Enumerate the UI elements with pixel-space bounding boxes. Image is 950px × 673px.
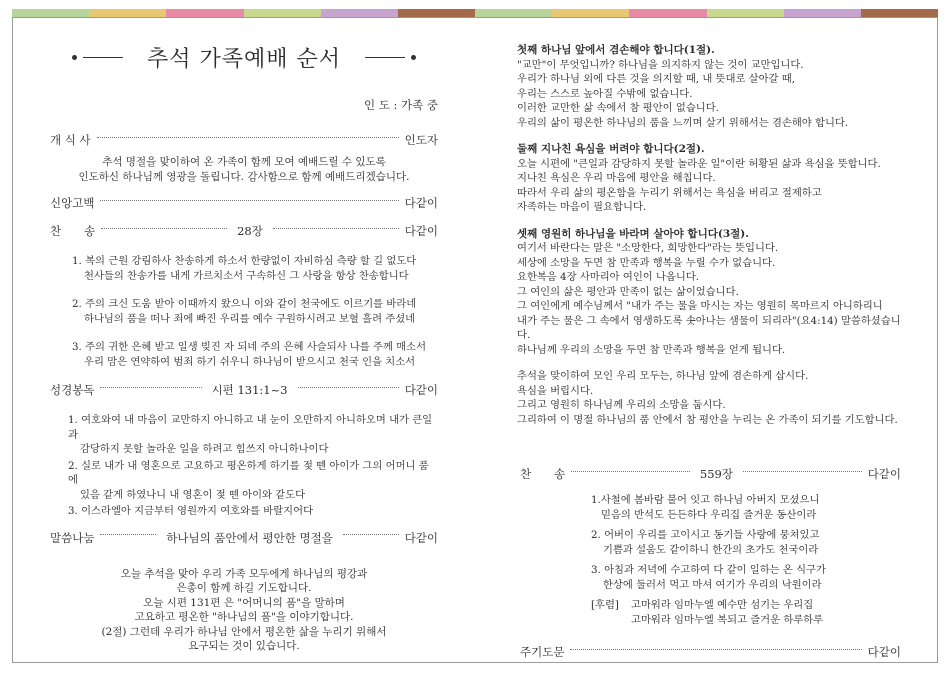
sermon-conclusion: [517, 369, 901, 427]
stripe-segment: [166, 9, 243, 17]
conclusion-line: 추석을 맞이하여 모인 우리 모두는, 하나님 앞에 겸손하게 삽시다.: [517, 370, 809, 382]
stripe-segment: [629, 9, 706, 17]
verse-line: 1. 복의 근원 강림하사 찬송하게 하소서 한량없이 자비하심 측량 할 길 없도다: [72, 255, 417, 267]
opening-row: [50, 131, 438, 149]
reading-passage: 시편 131:1~3: [211, 383, 288, 397]
leader-dots: [570, 649, 861, 650]
point-line: 여기서 바란다는 말은 "소망한다, 희망한다"라는 뜻입니다.: [517, 242, 779, 254]
hymn1-label: 찬 송: [50, 224, 96, 238]
sermon-text: [50, 567, 438, 654]
point-line: 그 여인에게 예수님께서 "내가 주는 물을 마시는 자는 영원히 목마르지 아니하리니: [517, 300, 883, 312]
leader-dots: [97, 137, 399, 138]
title-dot-right: [411, 55, 416, 60]
stripe-segment: [707, 9, 784, 17]
reading-verses: [68, 413, 438, 519]
hymn2-verses: [591, 493, 901, 592]
point-line: 오늘 시편에 "큰일과 감당하지 못할 놀라운 일"이란 허황된 삶과 욕심을 뜻합니다.: [517, 157, 881, 170]
hymn1-verse: [72, 297, 438, 326]
sermon-label: 말씀나눔: [50, 530, 95, 545]
hymn1-row: [50, 222, 438, 240]
conclusion-line: 그리하여 이 명절 하나님의 품 안에서 참 평안을 누리는 온 가족이 되기를 기도합니다.: [517, 413, 898, 426]
sermon-line: (2절) 그런데 우리가 하나님 안에서 평온한 삶을 누리기 위해서: [101, 625, 387, 638]
point-line: 하나님께 우리의 소망을 두면 참 만족과 행복을 얻게 됩니다.: [517, 343, 786, 356]
opening-text-line: 인도하신 하나님께 영광을 돌립니다. 감사함으로 함께 예배드리겠습니다.: [78, 170, 410, 183]
verse-line: 1.사철에 봄바람 불어 잇고 하나님 아버지 모셨으니: [591, 494, 820, 506]
opening-end: 인도자: [404, 133, 438, 147]
opening-text-line: 추석 명절을 맞이하여 온 가족이 함께 모여 예배드릴 수 있도록: [102, 156, 386, 168]
conclusion-line: 욕심을 버립시다.: [517, 384, 594, 397]
stripe-segment: [89, 9, 166, 17]
point-line: 따라서 우리 삶의 평온함을 누리기 위해서는 욕심을 버리고 절제하고: [517, 186, 822, 199]
color-stripe: [12, 9, 938, 17]
point-line: 지나친 욕심은 우리 마음에 평안을 해칩니다.: [517, 172, 716, 184]
right-page: [517, 43, 901, 661]
sermon-end: 다같이: [404, 530, 439, 545]
verse-line: 하나님의 품을 떠나 죄에 빠진 우리를 예수 구원하시려고 보혈 흘려 주셨네: [84, 312, 416, 325]
title-line-left: [83, 57, 123, 58]
verse-line: 3. 주의 귀한 은혜 받고 일생 빚진 자 되네 주의 은혜 사슬되사 나를 주께 매소서: [72, 341, 427, 353]
point-line: 이러한 교만한 삶 속에서 참 평안이 없습니다.: [517, 102, 719, 114]
closing-end: 다같이: [867, 645, 901, 659]
stripe-segment: [244, 9, 321, 17]
refrain-lines: [631, 598, 823, 627]
leader-dots: [743, 471, 862, 472]
verse-line: 있음 같게 하였나니 내 영혼이 젖 뗀 아이와 같도다: [80, 488, 306, 501]
leader-dots: [343, 534, 399, 535]
point-heading: 첫째 하나님 앞에서 겸손해야 합니다(1절).: [517, 44, 715, 56]
verse-line: 우리 맘은 연약하여 범죄 하기 쉬우니 하나님이 받으시고 천국 인을 치소서: [84, 355, 416, 368]
verse-line: 믿음의 반석도 든든하다 우리집 즐거운 동산이라: [601, 508, 817, 521]
hymn2-verse: [591, 528, 901, 557]
sermon-row: [50, 529, 438, 547]
stripe-segment: [321, 9, 398, 17]
point-line: 그 여인의 삶은 평안과 만족이 없는 삶이었습니다.: [517, 285, 739, 298]
opening-text: [50, 155, 438, 184]
point-line: 세상에 소망을 두면 참 만족과 행복을 누릴 수가 없습니다.: [517, 256, 776, 269]
refrain-line: 고마워라 임마누엘 예수만 섬기는 우리집: [631, 599, 814, 611]
hymn2-verse: [591, 493, 901, 522]
sermon-title: 하나님의 품안에서 평안한 명절을: [166, 530, 333, 545]
sermon-line: 은총이 함께 하길 기도합니다.: [176, 582, 312, 594]
point-heading: 셋째 영원히 하나님을 바라며 살아야 합니다(3절).: [517, 227, 749, 240]
stripe-segment: [475, 9, 552, 17]
page-title: 추석 가족예배 순서: [146, 47, 341, 72]
point-line: 우리의 삶이 평온한 하나님의 품을 느끼며 살기 위해서는 겸손해야 합니다.: [517, 116, 849, 129]
closing-row: [517, 643, 901, 661]
point-heading: 둘째 지나친 욕심을 버려야 합니다(2절).: [517, 143, 705, 155]
hymn2-label: 찬 송: [520, 467, 566, 481]
leader-dots: [100, 200, 398, 201]
stripe-segment: [784, 9, 861, 17]
closing-label: 주기도문: [520, 645, 565, 659]
sermon-line: 요구되는 것이 있습니다.: [188, 640, 300, 652]
leader-dots: [273, 228, 399, 229]
verse-line: 3. 이스라엘아 지금부터 영원까지 여호와를 바랄지어다: [68, 505, 314, 517]
reading-label: 성경봉독: [50, 383, 95, 397]
verse-line: 천사들의 찬송가를 내게 가르치소서 구속하신 그 사랑을 항상 찬송합니다: [84, 269, 409, 282]
hymn2-row: [517, 465, 901, 483]
sermon-point-2: [517, 142, 901, 215]
point-line: 우리는 스스로 높아질 수밖에 없습니다.: [517, 87, 693, 100]
conclusion-line: 그리고 영원히 하나님께 우리의 소망을 둡시다.: [517, 399, 726, 411]
leader-dots: [101, 228, 227, 229]
point-line: 요한복음 4장 사마리아 여인이 나옵니다.: [517, 271, 700, 283]
verse-line: 3. 아침과 저녁에 수고하여 다 같이 일하는 온 식구가: [591, 564, 826, 576]
verse-line: 기쁨과 설움도 같이하니 한간의 초가도 천국이라: [603, 543, 819, 556]
left-page: [50, 30, 438, 654]
verse-line: 2. 어버이 우리를 고이시고 동기들 사랑에 뭉쳐있고: [591, 529, 820, 541]
leader-dots: [100, 534, 156, 535]
hymn1-number: 28장: [237, 224, 263, 238]
reading-verse: [68, 504, 438, 519]
hymn1-verses: [72, 254, 438, 369]
verse-line: 2. 주의 크신 도움 받아 이때까지 왔으니 이와 같이 천국에도 이르기를 바라네: [72, 298, 417, 310]
point-line: 내가 주는 물은 그 속에서 영생하도록 솟아나는 샘물이 되리라"(요4:14) 말씀하셨습니다.: [517, 314, 901, 341]
hymn2-verse: [591, 563, 901, 592]
verse-line: 감당하지 못할 놀라운 일을 하려고 힘쓰지 아니하나이다: [80, 443, 329, 455]
verse-line: 한상에 둘러서 먹고 마셔 여기가 우리의 낙원이라: [603, 578, 822, 591]
title-line-right: [365, 57, 405, 58]
reading-verse: [68, 459, 438, 503]
hymn2-number: 559장: [699, 467, 733, 481]
refrain-line: 고마워라 임마누엘 복되고 즐거운 하루하루: [631, 613, 824, 626]
stripe-segment: [861, 9, 938, 17]
stripe-segment: [12, 9, 89, 17]
sermon-point-1: [517, 43, 901, 130]
creed-label: 신앙고백: [50, 196, 95, 210]
refrain-label: [후렴]: [591, 599, 619, 611]
leader-dots: [571, 471, 690, 472]
reading-verse: [68, 413, 438, 457]
creed-row: [50, 194, 438, 212]
creed-end: 다같이: [404, 196, 438, 210]
point-line: 우리가 하나님 외에 다른 것을 의지할 때, 내 뜻대로 살아갈 때,: [517, 73, 795, 85]
title-row: [50, 42, 438, 73]
stripe-segment: [398, 9, 475, 17]
sermon-line: 오늘 추석을 맞아 우리 가족 모두에게 하나님의 평강과: [120, 567, 368, 580]
reading-row: [50, 381, 438, 399]
sermon-line: 고요하고 평온한 "하나님의 품"을 이야기합니다.: [134, 611, 354, 623]
point-line: 자족하는 마음이 필요합니다.: [517, 201, 647, 213]
reading-end: 다같이: [404, 383, 439, 397]
hymn1-verse: [72, 340, 438, 369]
hymn1-end: 다같이: [404, 224, 439, 238]
hymn1-verse: [72, 254, 438, 283]
sermon-point-3: [517, 227, 901, 358]
title-dot-left: [72, 55, 77, 60]
hymn2-end: 다같이: [867, 467, 902, 481]
stripe-segment: [552, 9, 629, 17]
point-line: "교만"이 무엇입니까? 하나님을 의지하지 않는 것이 교만입니다.: [517, 58, 804, 71]
refrain: [591, 598, 901, 627]
leader-dots: [100, 387, 201, 388]
leader-line: 인 도 : 가족 중: [363, 98, 438, 112]
leader-dots: [298, 387, 399, 388]
verse-line: 2. 실로 내가 내 영혼으로 고요하고 평온하게 하기를 젖 뗀 아이가 그의 어머니 품에: [68, 459, 429, 486]
verse-line: 1. 여호와여 내 마음이 교만하지 아니하고 내 눈이 오만하지 아니하오며 내가 큰일과: [68, 414, 433, 441]
sermon-line: 오늘 시편 131편 은 "어머니의 품"을 말하며: [143, 596, 345, 609]
opening-label: 개 식 사: [50, 133, 91, 147]
